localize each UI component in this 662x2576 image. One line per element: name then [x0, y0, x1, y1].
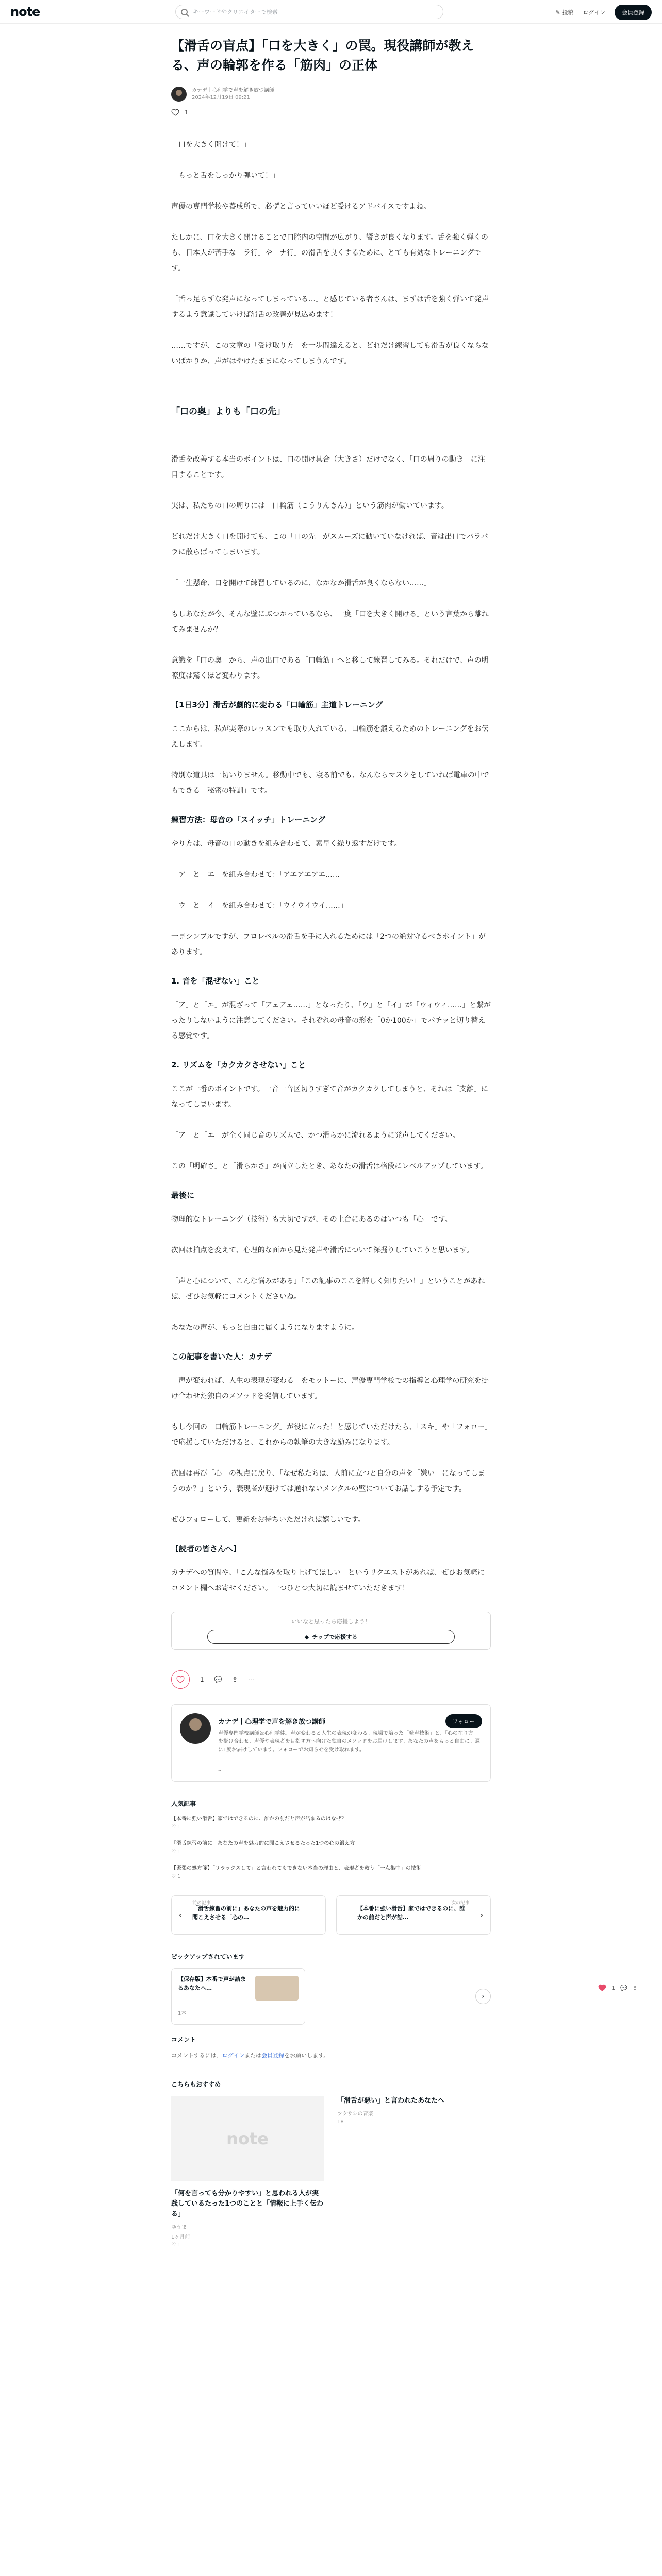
post-button[interactable] — [555, 8, 573, 16]
paragraph: 声優の専門学校や養成所で、必ずと言っていいほど受けるアドバイスですよね。 — [171, 202, 431, 211]
subsection-heading: 練習方法：母音の「スイッチ」トレーニング — [171, 815, 326, 824]
support-box — [171, 1612, 491, 1650]
paragraph: ……ですが、この文章の「受け取り方」を一歩間違えると、どれだけ練習しても滑舌が良くならないばかりか、声がはやけたままになってしまうんです。 — [171, 342, 489, 365]
paragraph: この「明確さ」と「滑らかさ」が両立したとき、あなたの滑舌は格段にレベルアップしています。 — [171, 1162, 488, 1171]
comment-text: または — [244, 2052, 262, 2059]
paragraph: 「口を大きく開けて！」 — [171, 141, 251, 149]
recommend-label: こちらもおすすめ — [171, 2081, 221, 2088]
paragraph: 「もっと舌をしっかり弾いて！」 — [171, 172, 279, 180]
article-pager — [171, 1895, 491, 1935]
subsection-heading: この記事を書いた人：カナデ — [171, 1352, 272, 1361]
recommend-likes: ♡ 1 — [171, 2242, 181, 2248]
author-bio: 声優専門学校講師＆心理学徒。声が変わると人生の表現が変わる。現場で培った「発声技術」と、「心の在り方」を掛け合わせ、声優や表現者を目指す方へ向けた独自のメソッドをお届けします。あなたの声をもっと自由に。週に1度お届けしています。フォローでお知らせを受け取れます。 — [218, 1731, 481, 1753]
recommend-title: 「滑舌が悪い」と言われたあなたへ — [337, 2097, 445, 2105]
paragraph: どれだけ大きく口を開けても、この「口の先」がスムーズに動いていなければ、音は出口でバラバラに散らばってしまいます。 — [171, 533, 488, 556]
pickup-meta: 1本 — [178, 2011, 187, 2016]
popular-label: 人気記事 — [171, 1800, 196, 1807]
post-label: 投稿 — [562, 9, 574, 16]
paragraph: ここからは、私が実際のレッスンでも取り入れている、口輪筋を鍛えるためのトレーニングをお伝えします。 — [171, 725, 489, 749]
popular-item[interactable] — [171, 1815, 491, 1832]
comment-signup-link[interactable]: 会員登録 — [261, 2052, 285, 2059]
search-placeholder: キーワードやクリエイターで検索 — [193, 9, 278, 15]
share-icon[interactable]: ⇪ — [632, 1984, 637, 1991]
comment-text: コメントするには、 — [171, 2052, 222, 2059]
pickup-label: ピックアップされています — [171, 1953, 245, 1960]
author-row — [171, 87, 491, 102]
recommend-card[interactable] — [337, 2096, 490, 2250]
next-article[interactable] — [336, 1895, 491, 1935]
subsection-heading: 1. 音を「混ぜない」こと — [171, 976, 260, 986]
author-card-name[interactable]: カナデ｜心理学で声を解き放つ講師 — [218, 1718, 326, 1726]
popular-likes: ♡ 1 — [171, 1874, 181, 1879]
paragraph: もし今回の「口輪筋トレーニング」が役に立った！と感じていただけたら、「スキ」や「フォロー」で応援していただけると、これからの執筆の大きな励みになります。 — [171, 1423, 489, 1447]
author-name[interactable]: カナデ｜心理学で声を解き放つ講師 — [192, 88, 274, 93]
paragraph: 特別な道具は一切いりません。移動中でも、寝る前でも、なんならマスクをしていれば電車の中でもできる「秘密の特訓」です。 — [171, 771, 489, 795]
paragraph: たしかに、口を大きく開けることで口腔内の空間が広がり、響きが良くなります。舌を強く弾くのも、日本人が苦手な「ラ行」や「ナ行」の滑舌を良くするために、とても有効なトレーニングです。 — [171, 233, 488, 273]
rss-icon[interactable]: ⌁ — [218, 1767, 222, 1774]
heart-icon[interactable] — [598, 1984, 606, 1992]
popular-title: 【緊張の処方箋】「リラックスして」と言われてもできない本当の理由と、表現者を救う「一点集中」の技術 — [171, 1866, 421, 1871]
subsection-heading: 【1日3分】滑舌が劇的に変わる「口輪筋」主道トレーニング — [171, 700, 383, 709]
paragraph: 「舌っ足らずな発声になってしまっている…」と感じている者さんは、まずは舌を強く弾いて発声するよう意識していけば滑舌の改善が見込めます！ — [171, 295, 489, 319]
pickup-next-button[interactable]: › — [475, 1989, 491, 2004]
comment-login-link[interactable]: ログイン — [222, 2052, 245, 2059]
paragraph: 次回は再び「心」の視点に戻り、「なぜ私たちは、人前に立つと自分の声を「嫌い」になってしまうのか？」という、表現者が避けては通れないメンタルの壁についてお話しする予定です。 — [171, 1469, 485, 1493]
action-row — [171, 1670, 491, 1689]
note-logo[interactable]: note — [10, 5, 40, 19]
next-label: 次の記事 — [451, 1901, 470, 1906]
paragraph: 意識を「口の奥」から、声の出口である「口輪筋」へと移して練習してみる。それだけで、声の明瞭度は驚くほど変わります。 — [171, 656, 489, 680]
paragraph: 「声と心について、こんな悩みがある」「この記事のここを詳しく知りたい！」ということがあれば、ぜひお気軽にコメントくださいね。 — [171, 1277, 485, 1301]
publish-date: 2024年12月19日 09:21 — [192, 95, 250, 100]
subsection-heading: 【読者の皆さんへ】 — [171, 1544, 241, 1553]
tip-label: チップで応援する — [312, 1634, 358, 1640]
paragraph: 「ア」と「エ」を組み合わせて：「アエアエアエ……」 — [171, 871, 347, 879]
pickup-row — [171, 1968, 491, 2035]
recommend-author: ゆうま — [171, 2225, 187, 2230]
paragraph: 物理的なトレーニング（技術）も大切ですが、その土台にあるのはいつも「心」です。 — [171, 1215, 452, 1224]
comment-icon[interactable]: 💬 — [620, 1984, 627, 1991]
popular-title: 【本番に強い滑舌】家ではできるのに、誰かの前だと声が詰まるのはなぜ？ — [171, 1816, 346, 1822]
chevron-right-icon: › — [480, 1911, 483, 1920]
like-count: 1 — [200, 1676, 204, 1683]
section-heading: 「口の奥」よりも「口の先」 — [171, 406, 285, 417]
paragraph: カナデへの質問や、「こんな悩みを取り上げてほしい」というリクエストがあれば、ぜひお気軽にコメント欄へお寄せください。一つひとつ大切に読ませていただきます！ — [171, 1569, 485, 1592]
recommend-author: ツクサシの音楽 — [337, 2111, 373, 2117]
top-like-row — [171, 108, 491, 116]
next-title: 【本番に強い滑舌】家ではできるのに、誰かの前だと声が詰… — [357, 1905, 465, 1921]
paragraph: やり方は、母音の口の動きを組み合わせて、素早く繰り返すだけです。 — [171, 840, 402, 848]
header-actions — [555, 5, 652, 20]
popular-title: 「滑舌練習の前に」あなたの声を魅力的に聞こえさせるたった1つの心の鍛え方 — [171, 1841, 355, 1846]
like-count: 1 — [185, 109, 188, 116]
paragraph: 一見シンプルですが、プロレベルの滑舌を手に入れるためには「2つの絶対守るべきポイント」があります。 — [171, 933, 486, 956]
pickup-card[interactable] — [171, 1968, 305, 2025]
paragraph: 「ア」と「エ」が混ざって「アェアェ……」となったり、「ウ」と「イ」が「ウィウィ……」と繋がったりしないように注意してください。それぞれの母音の形を「0か100か」でパチッと切り替える感覚です。 — [171, 1001, 491, 1040]
prev-label: 前の記事 — [192, 1901, 211, 1906]
paragraph: 「ウ」と「イ」を組み合わせて：「ウイウイウイ……」 — [171, 902, 347, 910]
paragraph: もしあなたが今、そんな壁にぶつかっているなら、一度「口を大きく開ける」という言葉から離れてみませんか？ — [171, 610, 489, 634]
recommend-grid — [171, 2096, 491, 2250]
pickup-title: 【保存版】本番で声が詰まるあなたへ… — [178, 1976, 246, 1991]
tip-button[interactable] — [207, 1630, 455, 1644]
paragraph: 「ア」と「エ」が全く同じ音のリズムで、かつ滑らかに流れるように発声してください。 — [171, 1131, 460, 1140]
comment-icon[interactable]: 💬 — [214, 1676, 222, 1683]
comment-box — [171, 2051, 491, 2059]
support-label: いいなと思ったら応援しよう！ — [291, 1618, 371, 1625]
tip-icon: ◆ — [304, 1633, 309, 1640]
pickup-thumbnail — [255, 1976, 299, 2001]
heart-icon[interactable] — [171, 108, 179, 116]
author-avatar[interactable] — [171, 87, 187, 102]
paragraph: あなたの声が、もっと自由に届くようになりますように。 — [171, 1324, 359, 1332]
author-card — [171, 1704, 491, 1782]
article-main — [171, 36, 491, 2250]
search-bar[interactable] — [175, 5, 443, 19]
paragraph: 「一生懸命、口を開けて練習しているのに、なかなか滑舌が良くならない……」 — [171, 579, 431, 587]
follow-button[interactable]: フォロー — [445, 1714, 482, 1728]
recommend-meta: 18 — [337, 2119, 344, 2125]
popular-likes: ♡ 1 — [171, 1849, 181, 1855]
paragraph: 実は、私たちの口の周りには「口輪筋（こうりんきん）」という筋肉が働いています。 — [171, 502, 449, 510]
popular-item[interactable] — [171, 1840, 491, 1856]
paragraph: ここが一番のポイントです。一音一音区切りすぎて音がカクカクしてしまうと、それは「支離」になってしまいます。 — [171, 1085, 488, 1109]
recommend-card[interactable] — [171, 2096, 324, 2250]
search-icon — [181, 9, 188, 15]
popular-likes: ♡ 1 — [171, 1824, 181, 1830]
recommend-meta: 1ヶ月前 — [171, 2234, 190, 2240]
paragraph: 滑舌を改善する本当のポイントは、口の開け具合（大きさ）だけでなく、「口の周りの動き」に注目することです。 — [171, 455, 485, 479]
author-avatar-large[interactable] — [180, 1713, 211, 1744]
prev-title: 「滑舌練習の前に」あなたの声を魅力的に聞こえさせる「心の… — [192, 1905, 300, 1921]
signup-button[interactable]: 会員登録 — [615, 5, 652, 20]
subsection-heading: 2. リズムを「カクカクさせない」こと — [171, 1060, 306, 1070]
article-title: 【滑舌の盲点】「口を大きく」の罠。現役講師が教える、声の輪郭を作る「筋肉」の正体 — [171, 38, 474, 73]
like-button[interactable] — [171, 1670, 190, 1689]
pen-icon: ✎ — [555, 9, 560, 16]
more-icon[interactable]: ⋯ — [247, 1676, 254, 1683]
chevron-left-icon: ‹ — [179, 1911, 182, 1920]
heart-icon — [176, 1675, 185, 1684]
subsection-heading: 最後に — [171, 1191, 195, 1200]
popular-item[interactable] — [171, 1865, 491, 1881]
comment-text: をお願いします。 — [284, 2052, 329, 2059]
paragraph: 「声が変われば、人生の表現が変わる」をモットーに、声優専門学校での指導と心理学の研究を掛け合わせた独自のメソッドを発信しています。 — [171, 1377, 489, 1400]
paragraph: 次回は拍点を変えて、心理的な面から見た発声や滑舌について深掘りしていこうと思います。 — [171, 1246, 474, 1255]
share-icon[interactable]: ⇪ — [232, 1676, 238, 1683]
author-meta — [192, 87, 274, 101]
login-link[interactable]: ログイン — [583, 9, 605, 16]
prev-article[interactable] — [171, 1895, 326, 1935]
float-like-count: 1 — [611, 1984, 615, 1991]
paragraph: ぜひフォローして、更新をお待ちいただければ嬉しいです。 — [171, 1516, 365, 1524]
recommend-thumbnail: note — [171, 2096, 324, 2181]
floating-actions — [598, 1984, 637, 1992]
recommend-title: 「何を言っても分かりやすい」と思われる人が実践しているたった1つのことと「情報に上手く伝わる」 — [171, 2190, 324, 2218]
global-header — [0, 0, 662, 24]
comment-label: コメント — [171, 2036, 196, 2043]
